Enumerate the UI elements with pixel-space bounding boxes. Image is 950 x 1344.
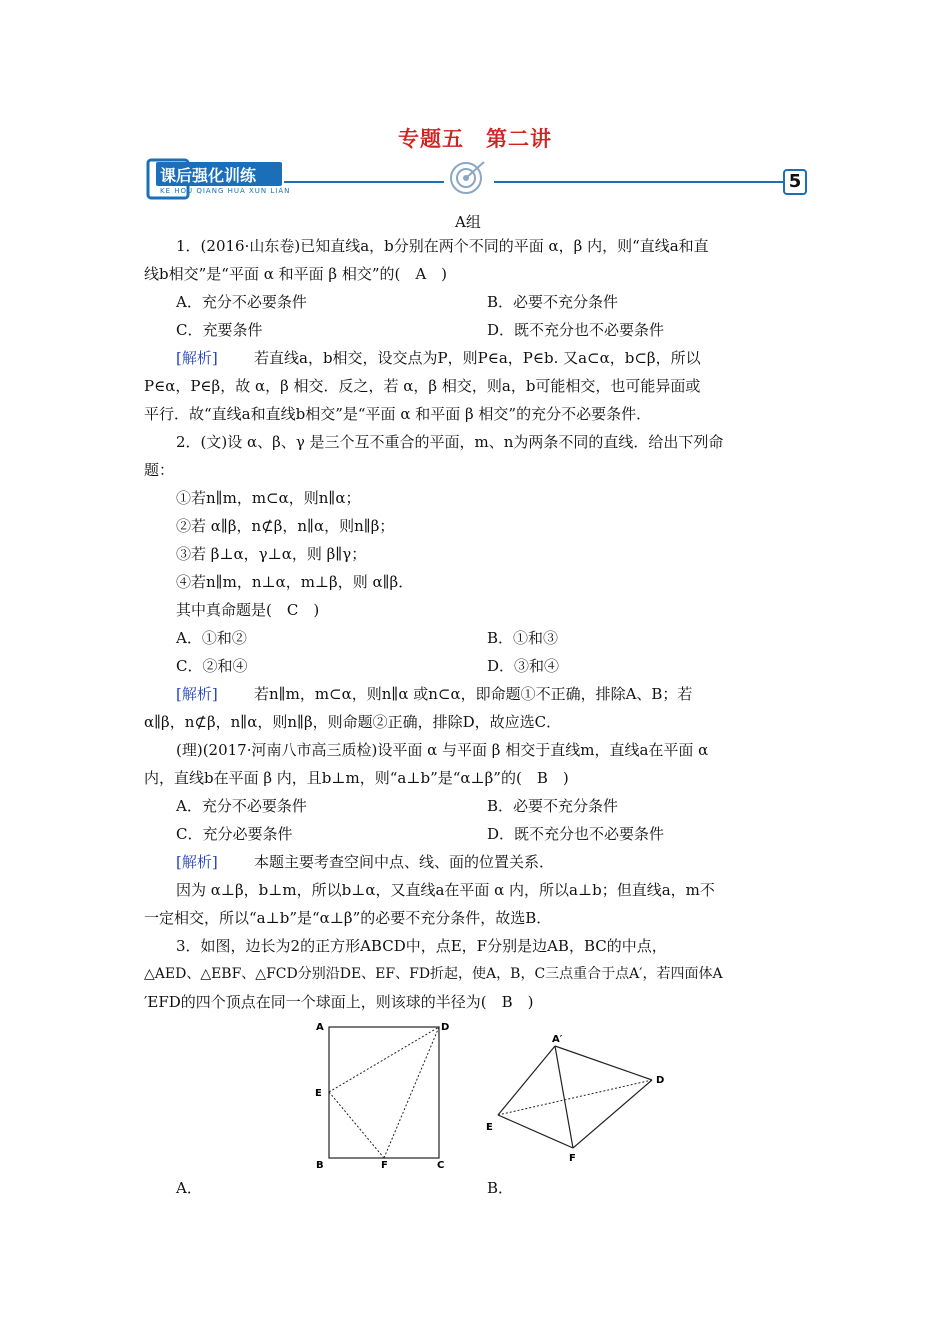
tetrahedron-figure (480, 1030, 680, 1170)
q1-analysis-3: 平行．故“直线a和直线b相交”是“平面 α 和平面 β 相交”的充分不必要条件． (144, 405, 652, 423)
q2-proposition-4: ④若n∥m，n⊥α，m⊥β，则 α∥β． (176, 573, 414, 591)
banner-pinyin: KE HOU QIANG HUA XUN LIAN (160, 187, 291, 195)
label-d: D (441, 1022, 450, 1033)
q1-line-2: 线b相交”是“平面 α 和平面 β 相交”的( A ) (144, 265, 448, 283)
page-title: 专题五 第二讲 (398, 127, 552, 151)
q1-option-a: A．充分不必要条件 (176, 293, 307, 311)
label-c: C (437, 1160, 445, 1170)
q2b-line-2: 内，直线b在平面 β 内，且b⊥m，则“a⊥b”是“α⊥β”的( B ) (144, 769, 569, 787)
q1-option-b: B．必要不充分条件 (487, 293, 619, 311)
q2b-option-c: C．充分必要条件 (176, 825, 293, 843)
q2-question: 其中真命题是( C ) (176, 601, 320, 619)
banner-badge: 5 (788, 171, 802, 192)
q2b-analysis-tag: [解析] (176, 853, 218, 871)
label-a: A (316, 1022, 324, 1033)
group-heading: A组 (455, 213, 481, 231)
q1-analysis-tag: [解析] (176, 349, 218, 367)
q2-option-b: B．①和③ (487, 629, 559, 647)
q2-analysis-1: 若n∥m，m⊂α，则n∥α 或n⊂α，即命题①不正确，排除A、B；若 (254, 685, 693, 703)
label-e2: E (486, 1122, 493, 1133)
q3-line-2: △AED、△EBF、△FCD分别沿DE、EF、FD折起，使A，B，C三点重合于点A′，若四面体A (144, 966, 723, 982)
q2b-analysis-1: 本题主要考查空间中点、线、面的位置关系． (254, 853, 555, 871)
target-icon (451, 162, 484, 193)
q2b-analysis-3: 一定相交，所以“a⊥b”是“α⊥β”的必要不充分条件，故选B． (144, 909, 552, 927)
section-banner (144, 156, 808, 202)
q1-option-c: C．充要条件 (176, 321, 263, 339)
label-f2: F (569, 1153, 576, 1164)
label-b: B (316, 1160, 324, 1170)
q2b-option-d: D．既不充分也不必要条件 (487, 825, 665, 843)
q3-option-b: B． (487, 1179, 514, 1197)
q3-line-3: ′EFD的四个顶点在同一个球面上，则该球的半径为( B ) (144, 993, 534, 1011)
q2b-option-a: A．充分不必要条件 (176, 797, 307, 815)
q2-analysis-2: α∥β，n⊄β，n∥α，则n∥β，则命题②正确，排除D，故应选C． (144, 713, 562, 731)
q2-option-a: A．①和② (176, 629, 247, 647)
q2-line-2: 题： (144, 461, 175, 479)
square-figure (310, 1018, 460, 1170)
q1-analysis-1: 若直线a，b相交，设交点为P，则P∈a，P∈b. 又a⊂α，b⊂β，所以 (254, 349, 701, 367)
q2b-option-b: B．必要不充分条件 (487, 797, 619, 815)
q3-line-1: 3．如图，边长为2的正方形ABCD中，点E，F分别是边AB，BC的中点， (176, 937, 667, 955)
q1-analysis-2: P∈α，P∈β，故 α，β 相交．反之，若 α，β 相交，则a，b可能相交，也可能异面或 (144, 377, 701, 395)
label-a-prime: A′ (552, 1034, 563, 1045)
q2-proposition-1: ①若n∥m，m⊂α，则n∥α； (176, 489, 361, 507)
q2-line-1: 2．(文)设 α、β、γ 是三个互不重合的平面，m、n为两条不同的直线．给出下列命 (176, 433, 724, 451)
label-e: E (315, 1088, 322, 1099)
label-d2: D (656, 1075, 665, 1086)
q2-proposition-2: ②若 α∥β，n⊄β，n∥α，则n∥β； (176, 517, 395, 535)
q2-option-d: D．③和④ (487, 657, 560, 675)
q1-option-d: D．既不充分也不必要条件 (487, 321, 665, 339)
banner-label: 课后强化训练 (160, 166, 257, 185)
q1-line-1: 1．(2016·山东卷)已知直线a，b分别在两个不同的平面 α，β 内，则“直线a和直 (176, 237, 709, 255)
q2b-line-1: (理)(2017·河南八市高三质检)设平面 α 与平面 β 相交于直线m，直线a在平面 α (176, 741, 709, 759)
q2-analysis-tag: [解析] (176, 685, 218, 703)
q2-option-c: C．②和④ (176, 657, 248, 675)
q2b-analysis-2: 因为 α⊥β，b⊥m，所以b⊥α，又直线a在平面 α 内，所以a⊥b；但直线a，m不 (176, 881, 715, 899)
q2-proposition-3: ③若 β⊥α，γ⊥α，则 β∥γ； (176, 545, 367, 563)
q3-option-a: A． (176, 1179, 202, 1197)
label-f: F (381, 1160, 388, 1170)
